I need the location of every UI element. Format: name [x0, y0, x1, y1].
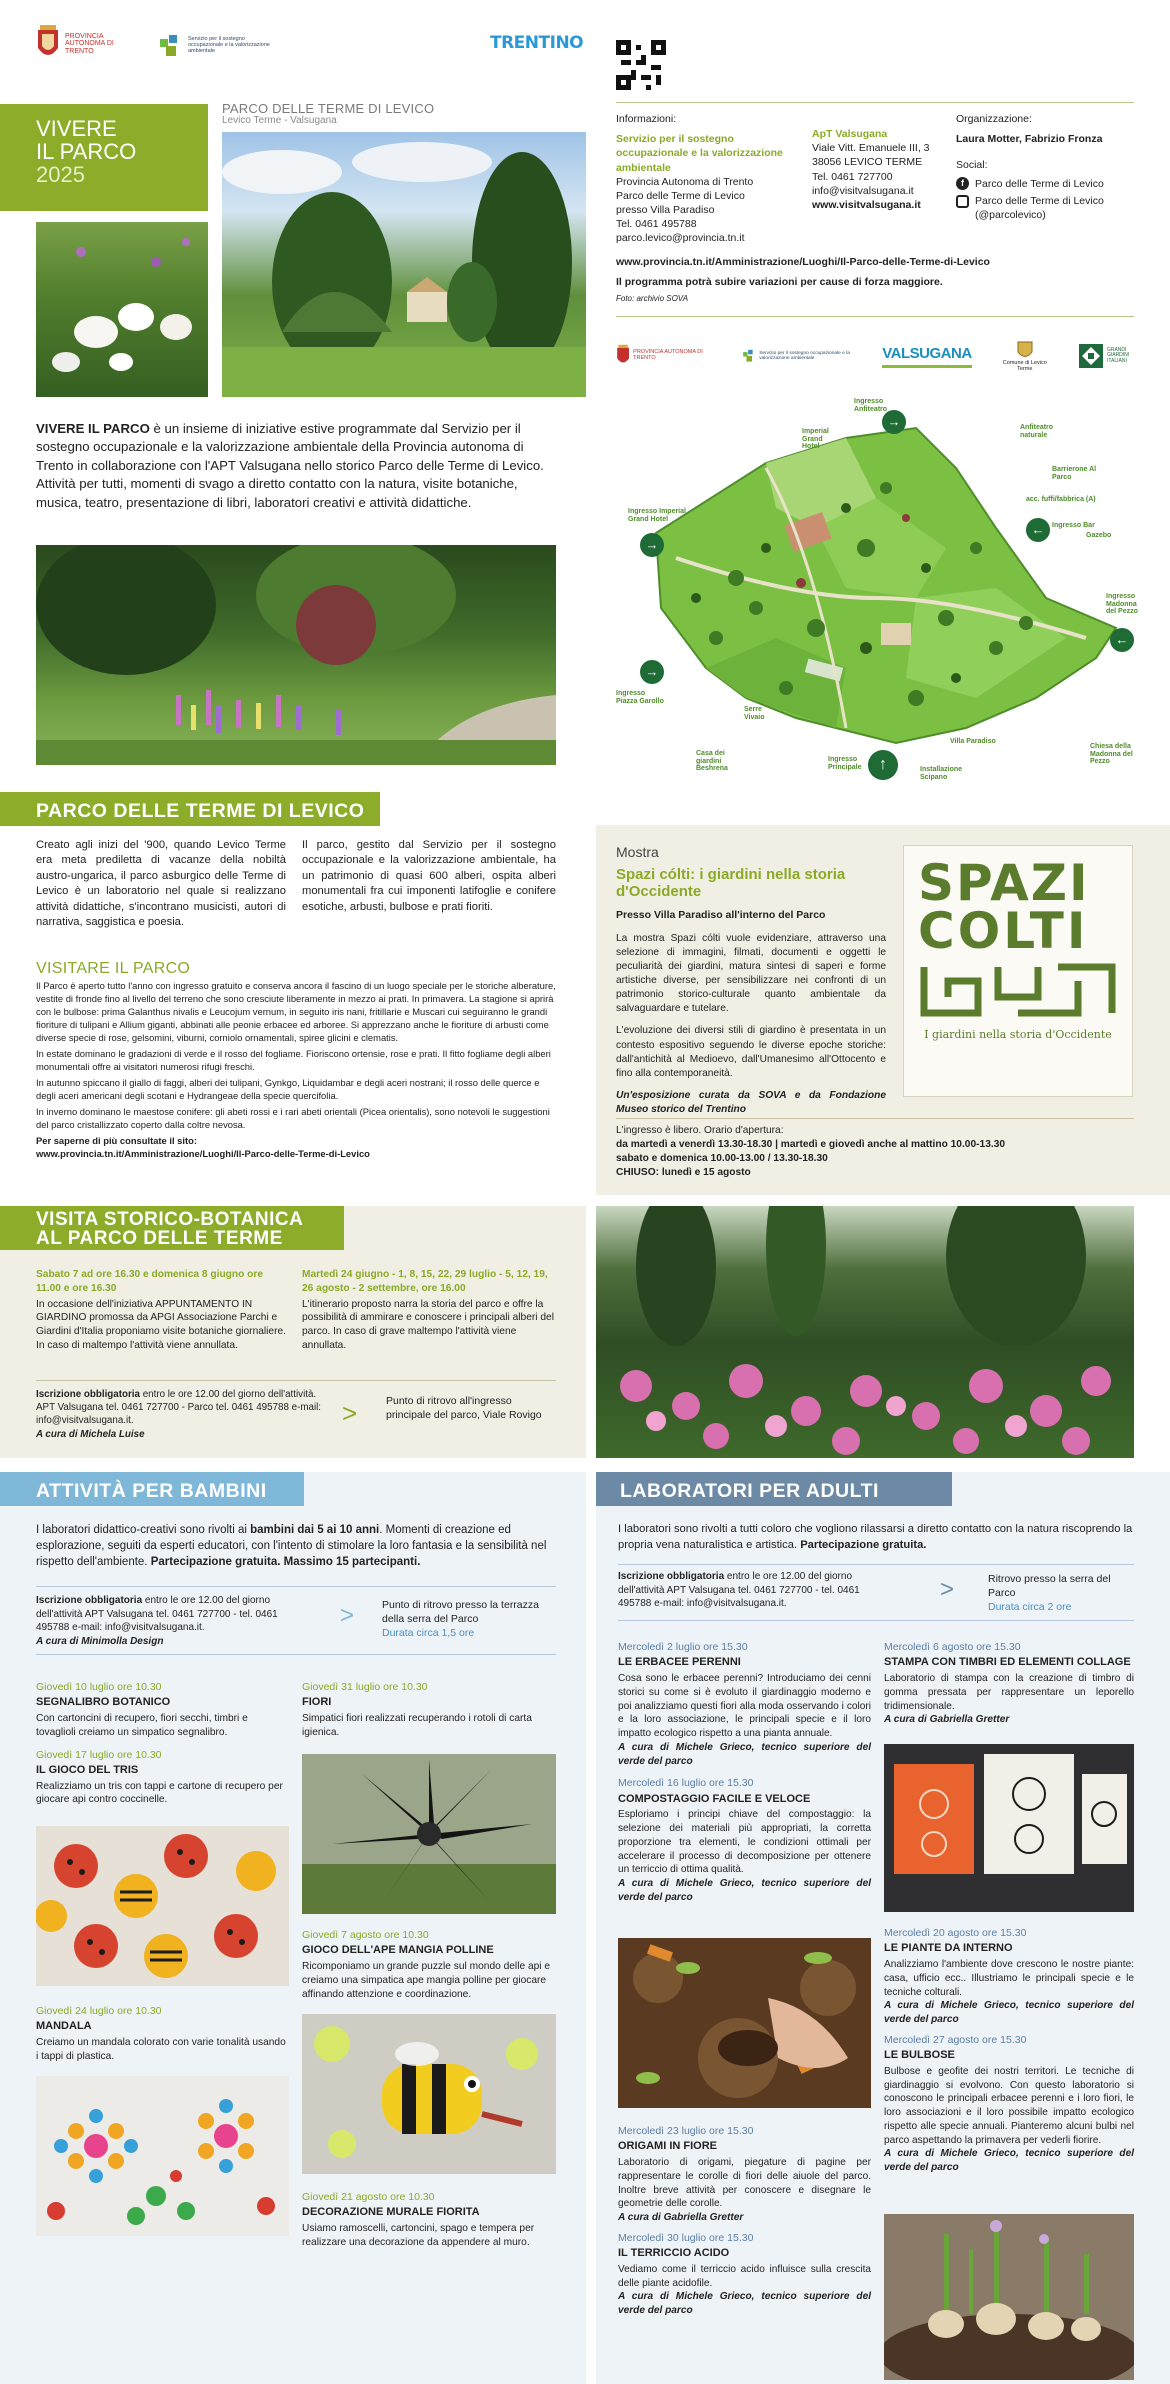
activity-text: Vediamo come il terriccio acido influisce sulla crescita delle piante acidofile.: [618, 2264, 871, 2289]
chevron-right-icon: >: [342, 1398, 358, 1428]
visitare-p4: In inverno dominano le maestose conifere: gli abeti rossi e i rari abeti orientali (Picea orientalis), sono notevoli le suggestioni del parco cristallizzato coperto dalla coltre nevosa.: [36, 1105, 550, 1130]
hero-year: 2025: [36, 162, 85, 188]
garden-lupins-illustration: [36, 545, 556, 765]
mostra-hours: [616, 1124, 1136, 1180]
bambini-meeting-text: Punto di ritrovo presso la terrazza della serra del Parco: [382, 1599, 539, 1626]
visita-banner-line1: VISITA STORICO-BOTANICA: [36, 1209, 304, 1230]
activity-text: Laboratorio di origami, piegature di pagine per rappresentare le corolle di fiori delle aiuole del parco. Inoltre breve attività per conoscere e disegnare le geometrie delle corolle.: [618, 2157, 871, 2210]
partner-logo-servizio-text: Servizio per il sostegno occupazionale e la valorizzazione ambientale: [759, 350, 850, 361]
adulti-iscr-text: entro le ore 12.00 del giorno dell'attività APT Valsugana tel. 0461 727700 - tel. 0461 495788 e-mail: info@visitvalsugana.it.: [618, 1571, 860, 1609]
map-label: Ingresso Madonna del Pezzo: [1106, 593, 1138, 616]
logo-trentino: TRENTINO: [490, 33, 584, 53]
visitare-more-url[interactable]: www.provincia.tn.it/Amministrazione/Luoghi/Il-Parco-delle-Terme-di-Levico: [36, 1147, 370, 1159]
activity-title: GIOCO DELL'APE MANGIA POLLINE: [302, 1944, 494, 1957]
activity-text: Analizziamo l'ambiente dove crescono le nostre piante: casa, ufficio ecc.. Illustriamo le principali specie e le tecniche colturali.: [884, 1959, 1134, 1998]
map-label: Ingresso Bar: [1052, 522, 1095, 529]
activity-text: Ricomponiamo un grande puzzle sul mondo delle api e creiamo una simpatica ape mangia polline per giocare affinando attenzione e coordinazione.: [302, 1961, 551, 2000]
visita-iscr-bold: Iscrizione obbligatoria: [36, 1389, 140, 1400]
visita-col1-date: Sabato 7 ad ore 16.30 e domenica 8 giugno ore 11.00 e ore 16.30: [36, 1269, 264, 1294]
partner-logo-grandi-giardini-text: GRANDI GIARDINI ITALIANI: [1106, 347, 1130, 364]
activity-title: DECORAZIONE MURALE FIORITA: [302, 2206, 480, 2219]
activity-text: Creiamo un mandala colorato con varie tonalità usando i tappi di plastica.: [36, 2037, 286, 2062]
activity-title: LE ERBACEE PERENNI: [618, 1656, 741, 1669]
adulti-left-col: [618, 1640, 871, 1905]
photo-stamp-prints: [884, 1744, 1134, 1912]
activity-cura: A cura di Michele Grieco, tecnico superiore del verde del parco: [618, 1878, 871, 1903]
photo-bee-game: [302, 2014, 556, 2174]
bambini-intro: [36, 1522, 556, 1570]
mostra-p2: L'evoluzione dei diversi stili di giardino è presentata in un contesto espositivo seguendo le diverse epoche storiche: dall'antichità al Medioevo, dall'Umanesimo all'Ottocento e fino alla contemporaneità.: [616, 1025, 886, 1079]
bambini-meeting: [382, 1598, 558, 1641]
peonies-illustration: [36, 222, 208, 397]
parco-col2: Il parco, gestito dal Servizio per il sostegno occupazionale e la valorizzazione ambientale, ha un patrimonio di quasi 600 alberi, ospita alberi monumentali fra cui imponenti latifoglie e conifere esotiche, arbusti, bulbose e prati fioriti.: [302, 839, 556, 913]
hero-title-box: [0, 104, 208, 211]
mostra-credit: Un'esposizione curata da SOVA e da Fondazione Museo storico del Trentino: [616, 1089, 886, 1115]
map-label: Casa dei giardini Beshrena: [696, 750, 728, 773]
photo-paper-flowers: [302, 1754, 556, 1914]
visita-col1: [36, 1268, 286, 1353]
activity-date: Giovedì 24 luglio ore 10.30: [36, 2005, 162, 2017]
intro-paragraph: [36, 420, 556, 512]
map-label: acc. fuffi/fabbrica (A): [1026, 496, 1096, 503]
activity-date: Mercoledì 27 agosto ore 15.30: [884, 2033, 1027, 2046]
activity-date: Giovedì 7 agosto ore 10.30: [302, 1929, 429, 1941]
partner-logos: [616, 330, 1136, 382]
bambini-left-col-2: [36, 2004, 289, 2064]
logo-provincia: [36, 22, 146, 66]
activity-item: [884, 1926, 1134, 2027]
compost-illustration: [618, 1938, 871, 2108]
map-entrance-madonna-arrow-icon[interactable]: ←: [1110, 628, 1134, 652]
visita-col2: [302, 1268, 558, 1353]
servizio-logo-icon: [742, 345, 757, 367]
activity-cura: A cura di Michele Grieco, tecnico superiore del verde del parco: [618, 2291, 871, 2317]
bambini-iscr-bold: Iscrizione obbligatoria: [36, 1595, 143, 1606]
activity-text: Bulbose e geofite dei nostri territori. Le tecniche di giardinaggio si evolvono. Con questo laboratorio si conoscono le principali erbacee perenni e i loro fiori, le loro associazioni e il loro possibile impatto ecologico rispetto alle specie annuali. Pianteremo alcuni bulbi nel parco aspettando la primavera per vederli fiorire.: [884, 2066, 1134, 2146]
visitare-more-label: Per saperne di più consultate il sito:: [36, 1134, 197, 1146]
activity-text: Simpatici fiori realizzati recuperando i rotoli di carta igienica.: [302, 1713, 532, 1738]
activity-item: [36, 1748, 289, 1808]
visita-col2-text: L'itinerario proposto narra la storia del parco e offre la possibilità di ammirare e conoscere i principali alberi del parco. In caso di grave maltempo l'attività viene annullata.: [302, 1298, 554, 1351]
info-col2-title: ApT Valsugana: [812, 128, 888, 140]
adulti-meeting-text: Ritrovo presso la serra del Parco: [988, 1573, 1111, 1600]
partner-logo-valsugana: VALSUGANA: [882, 344, 971, 368]
activity-date: Giovedì 31 luglio ore 10.30: [302, 1681, 428, 1693]
info-note: Il programma potrà subire variazioni per cause di forza maggiore.: [616, 276, 943, 288]
activity-item: [618, 2231, 871, 2318]
adulti-intro: [618, 1522, 1134, 1553]
adulti-intro-b: Partecipazione gratuita.: [800, 1538, 927, 1551]
info-col2-line: 38056 LEVICO TERME: [812, 156, 923, 169]
org-heading: Organizzazione:: [956, 113, 1032, 125]
map-label: Anfiteatro naturale: [1020, 424, 1054, 439]
photo-credit: Foto: archivio SOVA: [616, 294, 689, 303]
intro-text: è un insieme di iniziative estive programmate dal Servizio per il sostegno occupazionale e la valorizzazione ambientale della Provincia autonoma di Trento in collaborazione con l'APT Valsugana nello storico Parco delle Terme di Levico. Attività per tutti, momenti di svago a diretto contatto con la natura, visite botaniche, musica, teatro, presentazione di libri, laboratori creativi e attività didattiche.: [36, 421, 544, 510]
info-col2-line: Viale Vitt. Emanuele III, 3: [812, 142, 930, 155]
bambini-right-col-3: [302, 2190, 556, 2250]
visita-iscr-text: entro le ore 12.00 del giorno dell'attività. APT Valsugana tel. 0461 727700 - Parco tel. 0461 495788 e-mail: info@visitvalsugana.it.: [36, 1389, 322, 1427]
org-names: Laura Motter, Fabrizio Fronza: [956, 133, 1103, 146]
hero-title-line1: VIVERE: [36, 116, 117, 141]
info-col1-line: Provincia Autonoma di Trento: [616, 175, 754, 188]
activity-date: Mercoledì 2 luglio ore 15.30: [618, 1641, 748, 1653]
visita-banner: [0, 1206, 344, 1250]
activity-title: FIORI: [302, 1696, 332, 1709]
poster-line2: COLTI: [918, 901, 1089, 960]
adulti-intro-a: I laboratori sono rivolti a tutti coloro che vogliono rilassarsi a diretto contatto con la natura riscoprendo la propria vena naturalistica e artistica.: [618, 1523, 1133, 1551]
logo-servizio-text: Servizio per il sostegno occupazionale e la valorizzazione ambientale: [188, 36, 270, 54]
adulti-meeting: [988, 1572, 1128, 1615]
mandala-illustration: [36, 2076, 289, 2236]
mostra-hours-3: CHIUSO: lunedì e 15 agosto: [616, 1167, 751, 1179]
visita-col1-text: In occasione dell'iniziativa APPUNTAMENTO IN GIARDINO promossa da APGI Associazione Parchi e Giardini d'Italia proponiamo visite botaniche giornaliere. In caso di maltempo l'attività viene annullata.: [36, 1298, 286, 1351]
bambini-banner: ATTIVITÀ PER BAMBINI: [0, 1472, 304, 1506]
visitare-p2: In estate dominano le gradazioni di verde e il rosso del fogliame. Fioriscono ortensie, rose e prati. Il fitto fogliame degli alberi monumentali offre ai visitatori numerosi rifugi freschi.: [36, 1047, 551, 1072]
adulti-rule-bottom: [618, 1620, 1134, 1621]
visitare-p3: In autunno spiccano il giallo di faggi, alberi dei tulipani, Gynkgo, Liquidambar e degli aceri nostrani; il rosso delle querce e degli aceri americani degli scotani e Hydrangeae della specie quercifolia.: [36, 1076, 540, 1101]
partner-logo-provincia: [616, 343, 716, 369]
visita-iscr-cura: A cura di Michela Luise: [36, 1428, 145, 1440]
activity-cura: A cura di Michele Grieco, tecnico superiore del verde del parco: [618, 1741, 871, 1767]
park-map-illustration: [616, 398, 1136, 788]
activity-title: COMPOSTAGGIO FACILE E VELOCE: [618, 1792, 811, 1805]
map-label: Ingresso Imperial Grand Hotel: [628, 508, 686, 523]
map-entrance-amphitheatre-arrow-icon[interactable]: →: [882, 410, 906, 434]
activity-date: Mercoledì 20 agosto ore 15.30: [884, 1927, 1027, 1939]
map-label: Chiesa della Madonna del Pezzo: [1090, 743, 1133, 766]
activity-text: Con cartoncini di recupero, fiori secchi, timbri e tovaglioli creiamo un simpatico segnalibro.: [36, 1713, 248, 1738]
activity-item: [618, 2124, 871, 2225]
info-col2-web[interactable]: www.visitvalsugana.it: [812, 198, 921, 211]
map-label: Serre Vivaio: [744, 706, 765, 721]
activity-cura: A cura di Michele Grieco, tecnico superiore del verde del parco: [884, 2148, 1134, 2174]
bambini-left-col: [36, 1680, 289, 1807]
partner-logo-grandi-giardini: [1078, 343, 1136, 369]
info-col2-email[interactable]: info@visitvalsugana.it: [812, 184, 914, 197]
map-label: Barrierone Al Parco: [1052, 466, 1097, 481]
bambini-iscr-text: entro le ore 12.00 del giorno dell'attività APT Valsugana tel. 0461 727700 - tel. 0461 495788 e-mail: info@visitvalsugana.it.: [36, 1595, 278, 1633]
chevron-right-icon: >: [340, 1602, 355, 1629]
partner-logo-servizio: [742, 345, 857, 367]
bambini-intro-d: Partecipazione gratuita. Massimo 15 partecipanti.: [150, 1556, 421, 1569]
map-label: Ingresso Principale: [828, 756, 862, 771]
visitare-title: VISITARE IL PARCO: [36, 960, 191, 977]
activity-cura: A cura di Gabriella Gretter: [618, 2212, 744, 2224]
activity-title: LE BULBOSE: [884, 2049, 955, 2062]
logo-provincia-text: PROVINCIA AUTONOMA DI TRENTO: [65, 32, 114, 55]
photo-hydrangeas: [596, 1206, 1134, 1458]
adulti-left-col-2: [618, 2124, 871, 2318]
bambini-right-col: [302, 1680, 556, 1740]
visita-meeting: Punto di ritrovo all'ingresso principale del parco, Viale Rovigo: [386, 1395, 542, 1422]
activity-date: Mercoledì 30 luglio ore 15.30: [618, 2231, 754, 2244]
photo-garden-lupins: [36, 545, 556, 765]
photo-compost: [618, 1938, 871, 2108]
poster-caption: I giardini nella storia d'Occidente: [924, 1027, 1112, 1041]
map-label: Ingresso Anfiteatro: [854, 398, 888, 413]
activity-title: ORIGAMI IN FIORE: [618, 2140, 717, 2153]
adulti-right-col: [884, 1640, 1134, 1727]
map-label: Villa Paradiso: [950, 738, 996, 745]
visita-col2-date: Martedì 24 giugno - 1, 8, 15, 22, 29 luglio - 5, 12, 19, 26 agosto - 2 settembre, ore 16.00: [302, 1269, 548, 1294]
activity-text: Cosa sono le erbacee perenni? Introduciamo dei cenni storici su come si è evoluto il giardinaggio moderno e poi analizziamo questi fiori alla moda osservando i colori e la loro associazione, le principali specie e il loro impatto ecologico rispetto a una pianta annuale.: [618, 1673, 871, 1740]
photo-mandala: [36, 2076, 289, 2236]
activity-date: Giovedì 17 luglio ore 10.30: [36, 1748, 162, 1761]
bambini-iscrizione: [36, 1594, 306, 1648]
intro-lead: VIVERE IL PARCO: [36, 421, 150, 436]
info-col1-email[interactable]: parco.levico@provincia.tn.it: [616, 232, 745, 245]
activity-item: [36, 1680, 289, 1740]
comune-crest-icon: [1017, 339, 1033, 361]
activity-cura: A cura di Michele Grieco, tecnico superiore del verde del parco: [884, 2000, 1134, 2026]
hero-park-location: Levico Terme - Valsugana: [222, 115, 337, 126]
bee-game-illustration: [302, 2014, 556, 2174]
activity-title: STAMPA CON TIMBRI ED ELEMENTI COLLAGE: [884, 1656, 1131, 1669]
activity-text: Laboratorio di stampa con la creazione di timbro di gomma pressata per rappresentare un leporello tridimensionale.: [884, 1673, 1134, 1712]
bambini-intro-c: . Momenti di creazione ed esplorazione, seguiti da esperti educatori, con l'intento di stimolare la loro fantasia e la sensibilità nel rispetto dell'ambiente.: [36, 1524, 547, 1569]
activity-date: Giovedì 21 agosto ore 10.30: [302, 2191, 435, 2203]
info-col2: [812, 127, 952, 212]
photo-tris-game: [36, 1826, 289, 1986]
grandi-giardini-icon: [1078, 343, 1104, 369]
info-url[interactable]: www.provincia.tn.it/Amministrazione/Luoghi/Il-Parco-delle-Terme-di-Levico: [616, 256, 990, 268]
activity-item: [884, 2033, 1134, 2175]
instagram-icon: [956, 195, 969, 208]
info-mid-rule: [616, 316, 1134, 317]
info-col1-line: presso Villa Paradiso: [616, 204, 715, 217]
activity-title: IL TERRICCIO ACIDO: [618, 2247, 730, 2260]
coat-of-arms-icon: [36, 24, 60, 64]
visitare-text: [36, 980, 556, 1161]
map-entrance-garollo-arrow-icon[interactable]: →: [640, 660, 664, 684]
logo-servizio: [158, 30, 278, 62]
activity-title: LE PIANTE DA INTERNO: [884, 1942, 1013, 1955]
poster-maze-illustration: [918, 961, 1118, 1019]
info-heading: Informazioni:: [616, 113, 677, 125]
photo-villa-trees: [222, 132, 586, 397]
mostra-hours-1: da martedì a venerdì 13.30-18.30 | martedì e giovedì anche al mattino 10.00-13.30: [616, 1139, 1006, 1151]
social-facebook[interactable]: [956, 177, 1136, 191]
info-top-rule: [616, 102, 1134, 103]
map-label: Gazebo: [1086, 532, 1112, 539]
hero-title-line2: IL PARCO: [36, 139, 137, 164]
bulbs-illustration: [884, 2214, 1134, 2380]
mostra-kicker: Mostra: [616, 844, 659, 860]
social-instagram-label: Parco delle Terme di Levico: [975, 194, 1104, 207]
info-col1-line: Parco delle Terme di Levico: [616, 189, 745, 202]
activity-cura: A cura di Gabriella Gretter: [884, 1714, 1010, 1726]
poster-line1: SPAZI: [918, 854, 1090, 912]
hydrangeas-illustration: [596, 1206, 1134, 1458]
visita-banner-line2: AL PARCO DELLE TERME: [36, 1228, 283, 1249]
info-org: [956, 112, 1136, 222]
mostra-hours-2: sabato e domenica 10.00-13.00 / 13.30-18.30: [616, 1153, 828, 1165]
map-label: Installazione Scipano: [920, 766, 963, 781]
activity-date: Giovedì 10 luglio ore 10.30: [36, 1681, 162, 1693]
activity-text: Realizziamo un tris con tappi e cartone di recupero per giocare api contro coccinelle.: [36, 1780, 283, 1806]
paper-flowers-illustration: [302, 1754, 556, 1914]
stamp-prints-illustration: [884, 1744, 1134, 1912]
adulti-right-col-2: [884, 1926, 1134, 2175]
servizio-logo-icon: [158, 33, 184, 59]
visita-rule: [36, 1380, 556, 1381]
qr-code[interactable]: [616, 40, 666, 90]
coat-of-arms-icon: [616, 343, 630, 369]
parco-col1: Creato agli inizi del '900, quando Levico Terme era meta prediletta di vacanze della nobiltà austro-ungarica, il parco asburgico delle Terme di Levico è un laboratorio nel quale si realizzano attività didattiche, s'incontrano musicisti, autori di narrativa, saggistica e poesia.: [36, 839, 286, 929]
activity-item: [618, 1776, 871, 1904]
bambini-intro-b: bambini dai 5 ai 10 anni: [250, 1524, 380, 1536]
bambini-duration: Durata circa 1,5 ore: [382, 1627, 475, 1640]
visitare-p1: Il Parco è aperto tutto l'anno con ingresso gratuito e conserva ancora il fascino di un luogo speciale per le storiche alberature, vestite di fronde fino al livello del terreno che sono cresciute liberamente in mezzo ai prati. In primavera. La stagione si aprirà con le bulbose: prima Galanthus nivalis e Leucojum vernum, in seguito iris nani, fritillarie e Muscari cui seguiranno le grandi fioriture di tulipani e Allium giganti, abbinati alle peonie erbacee ed arboree. Si apprezzano anche le fioriture di arbusti come diverse specie di rose, gelsomini, viburni, corniolo ornamentali, spiree glicini e clematis.: [36, 980, 556, 1043]
parco-banner: PARCO DELLE TERME DI LEVICO: [0, 792, 380, 826]
facebook-icon: f: [956, 177, 969, 190]
adulti-banner: LABORATORI PER ADULTI: [596, 1472, 952, 1506]
photo-bulbs: [884, 2214, 1134, 2380]
adulti-iscrizione: [618, 1570, 888, 1611]
social-instagram-handle: (@parcolevico): [975, 208, 1046, 221]
photo-peonies: [36, 222, 208, 397]
adulti-rule-top: [618, 1564, 1134, 1565]
info-col1-title: Servizio per il sostegno occupazionale e la valorizzazione ambientale: [616, 133, 783, 174]
mostra-p1: La mostra Spazi cólti vuole evidenziare, attraverso una selezione di immagini, filmati, documenti e oggetti le peculiarità dei giardini, matura sintesi di saperi e forme artistiche diverse, per sensibilizzare nei confronti di un patrimonio storico-culturale quanto ambientale da salvaguardare e tutelare.: [616, 933, 886, 1015]
visita-iscrizione: [36, 1388, 336, 1441]
activity-title: MANDALA: [36, 2020, 92, 2033]
chevron-right-icon: >: [940, 1576, 955, 1603]
partner-logo-comune-text: Comune di Levico Terme: [1002, 360, 1047, 372]
map-entrance-bar-arrow-icon[interactable]: ←: [1026, 518, 1050, 542]
activity-title: SEGNALIBRO BOTANICO: [36, 1696, 171, 1709]
activity-date: Mercoledì 23 luglio ore 15.30: [618, 2125, 754, 2137]
mostra-title: Spazi cólti: i giardini nella storia d'Occidente: [616, 866, 846, 901]
info-col1-line: Tel. 0461 495788: [616, 218, 697, 231]
adulti-duration: Durata circa 2 ore: [988, 1601, 1072, 1614]
bambini-rule-top: [36, 1586, 556, 1587]
bambini-right-col-2: [302, 1928, 556, 2001]
map-entrance-hotel-arrow-icon[interactable]: →: [640, 533, 664, 557]
bambini-iscr-cura: A cura di Minimolla Design: [36, 1635, 164, 1647]
mostra-rule: [616, 1118, 1134, 1119]
adulti-iscr-bold: Iscrizione obbligatoria: [618, 1571, 725, 1582]
map-label: Ingresso Piazza Garollo: [616, 690, 664, 705]
partner-logo-provincia-text: PROVINCIA AUTONOMA DI TRENTO: [633, 349, 703, 361]
activity-title: IL GIOCO DEL TRIS: [36, 1763, 139, 1776]
info-col1: [616, 112, 801, 246]
social-facebook-label: Parco delle Terme di Levico: [975, 177, 1104, 190]
activity-text: Esploriamo i principi chiave del compostaggio: la selezione dei materiali più appropriati, la corretta proporzione tra elementi, le condizioni ottimali per accelerare il processo di decomposizione per ottenere un terriccio di ottima qualità.: [618, 1809, 871, 1876]
mostra-poster: [903, 845, 1133, 1097]
mostra-text: [616, 932, 886, 1120]
bambini-intro-a: I laboratori didattico-creativi sono rivolti ai: [36, 1524, 251, 1536]
partner-logo-comune: [997, 339, 1052, 373]
activity-item: [618, 1640, 871, 1768]
activity-text: Usiamo ramoscelli, cartoncini, spago e tempera per realizzare una decorazione da appendere al muro.: [302, 2223, 535, 2248]
villa-trees-illustration: [222, 132, 586, 397]
hero-park-name: PARCO DELLE TERME DI LEVICO: [222, 101, 435, 116]
map-entrance-main-arrow-icon[interactable]: ↑: [868, 750, 898, 780]
mostra-subtitle: Presso Villa Paradiso all'interno del Parco: [616, 909, 826, 921]
tris-game-illustration: [36, 1826, 289, 1986]
map-label: Imperial Grand Hotel: [802, 428, 829, 451]
social-instagram[interactable]: [956, 194, 1136, 222]
info-col2-line: Tel. 0461 727700: [812, 170, 893, 183]
qr-code-icon: [616, 40, 666, 90]
bambini-rule-bottom: [36, 1654, 556, 1655]
activity-date: Mercoledì 16 luglio ore 15.30: [618, 1777, 754, 1790]
social-heading: Social:: [956, 159, 988, 172]
park-map[interactable]: [616, 398, 1136, 788]
mostra-hours-intro: L'ingresso è libero. Orario d'apertura:: [616, 1125, 784, 1136]
activity-date: Mercoledì 6 agosto ore 15.30: [884, 1641, 1021, 1653]
